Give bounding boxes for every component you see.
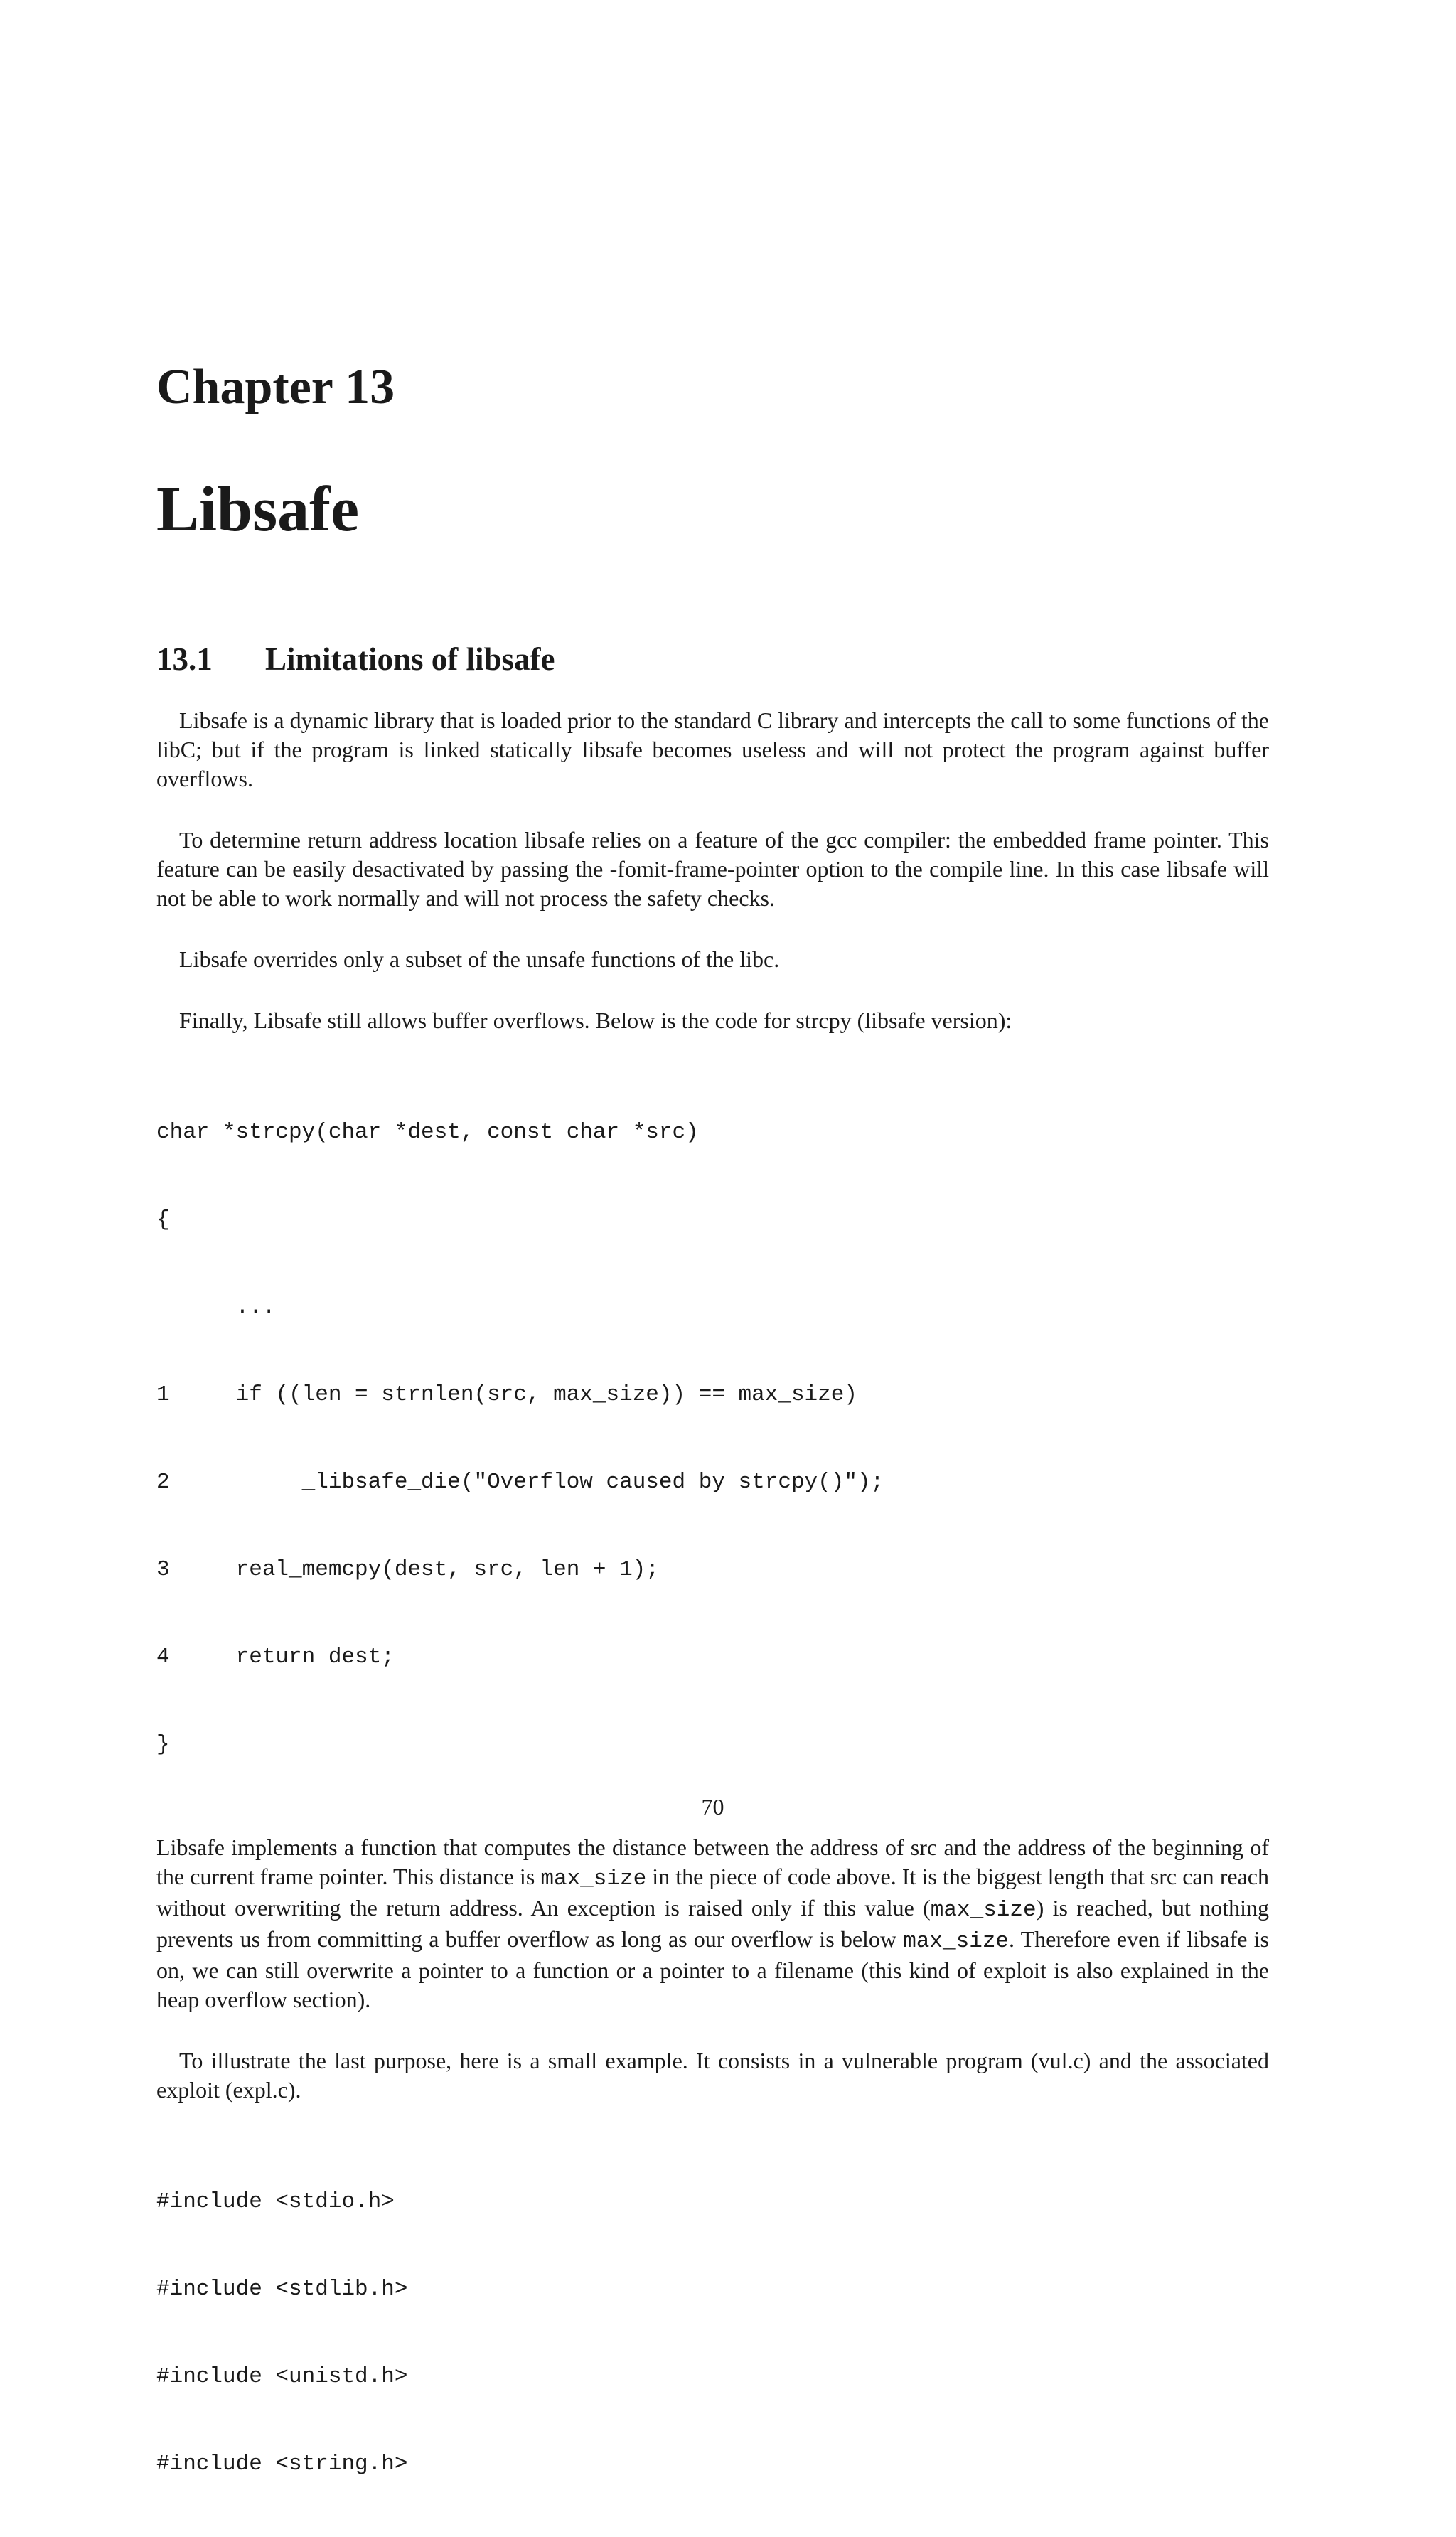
code-block-strcpy	[156, 1059, 1269, 1820]
paragraph: Finally, Libsafe still allows buffer overflows. Below is the code for strcpy (libsafe version):	[179, 1008, 1012, 1033]
code-line: 3 real_memcpy(dest, src, len + 1);	[156, 1557, 659, 1582]
section-number: 13.1	[156, 641, 213, 677]
section-title: Limitations of libsafe	[265, 641, 555, 677]
section-heading	[156, 643, 555, 675]
paragraph: To illustrate the last purpose, here is a small example. It consists in a vulnerable program (vul.c) and the associated exploit (expl.c).	[156, 2048, 1269, 2103]
code-line: #include <string.h>	[156, 2452, 408, 2477]
code-line: #include <stdlib.h>	[156, 2277, 408, 2302]
paragraph	[156, 1833, 1269, 2014]
code-line: #include <stdio.h>	[156, 2189, 395, 2214]
document-page	[156, 0, 1270, 2477]
code-line: 2 _libsafe_die("Overflow caused by strcpy()");	[156, 1470, 884, 1495]
paragraph: To determine return address location libsafe relies on a feature of the gcc compiler: the embedded frame pointer. This feature can be easily desactivated by passing the -fomit-frame-pointer option to the compile line. In this case libsafe will not be able to work normally and will not process the safety checks.	[156, 827, 1269, 911]
code-line: }	[156, 1732, 170, 1757]
paragraph: Libsafe overrides only a subset of the unsafe functions of the libc.	[179, 946, 780, 972]
code-line: 1 if ((len = strnlen(src, max_size)) == max_size)	[156, 1382, 857, 1407]
code-line: #include <unistd.h>	[156, 2364, 408, 2389]
inline-code: max_size	[540, 1866, 647, 1891]
inline-code: max_size	[903, 1929, 1010, 1954]
chapter-title: Libsafe	[156, 474, 360, 545]
code-line: 4 return dest;	[156, 1645, 395, 1670]
page-number: 70	[701, 1794, 724, 1820]
paragraph-text: Libsafe implements a function that computes the distance between the address of src and the address of the beginning of the current frame pointer. This distance is	[156, 1834, 1269, 1889]
paragraph-text: . Therefore even if libsafe is on, we can still overwrite a pointer to a function or a pointer to a filename (this kind of exploit is also explained in the heap overflow section).	[156, 1926, 1270, 2012]
paragraph-text: ) is reached, but nothing prevents us from committing a buffer overflow as long as our overflow is below	[156, 1895, 1270, 1952]
code-line: char *strcpy(char *dest, const char *src)	[156, 1120, 699, 1145]
code-line: ...	[156, 1295, 276, 1320]
chapter-label: Chapter 13	[156, 360, 395, 415]
code-line: {	[156, 1207, 170, 1232]
paragraph-text: in the piece of code above. It is the biggest length that src can reach without overwriting the return address. An exception is raised only if this value (	[156, 1864, 1270, 1921]
paragraph: Libsafe is a dynamic library that is loaded prior to the standard C library and intercepts the call to some functions of the libC; but if the program is linked statically libsafe becomes useless and will not protect the program against buffer overflows.	[156, 707, 1269, 791]
code-block-includes	[156, 2129, 1269, 2537]
body-text	[156, 706, 1269, 2537]
inline-code: max_size	[930, 1898, 1037, 1923]
